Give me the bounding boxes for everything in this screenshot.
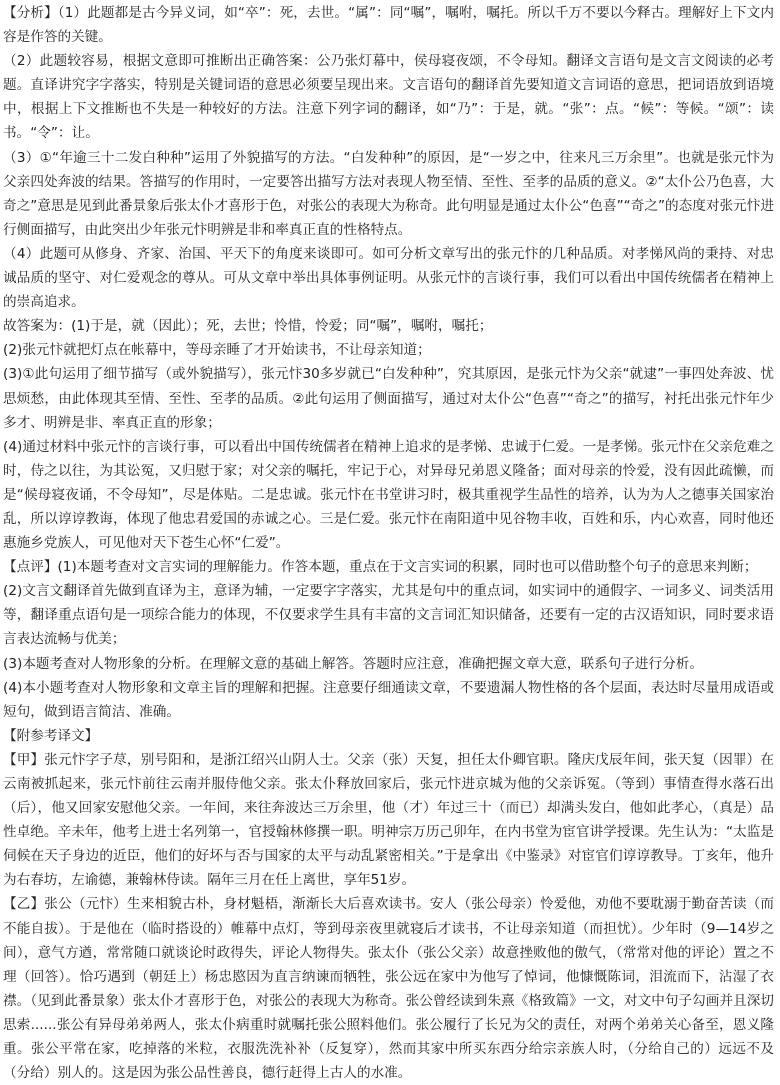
answer-q3: (3)①此句运用了细节描写（或外貌描写），张元忭30多岁就已“白发种种”，究其原因，是张元忭为父亲“就逮”一事四处奔波、忧思烦愁，由此体现其至情、至性、至孝的品质。②此句运用了侧面描写，通过对太仆公“色喜”“奇之”的描写，衬托出张元忭年少多才、明辨是非、率真正直的形象； (3, 366, 774, 431)
translation-heading: 【附参考译文】 (3, 727, 99, 744)
comment-q3: (3)本题考查对人物形象的分析。在理解文意的基础上解答。答题时应注意，准确把握文章大意，联系句子进行分析。 (3, 655, 703, 672)
answer-q1: 故答案为：(1)于是，就（因此）；死，去世；怜惜，怜爱；同“嘱”，嘱咐，嘱托； (3, 318, 493, 335)
analysis-q4: （4）此题可从修身、齐家、治国、平天下的角度来谈即可。如可分析文章写出的张元忭的几种品质。对孝悌风尚的秉持、对忠诚品质的坚守、对仁爱观念的尊从。可从文章中举出具体事例证明。从张元忭的言谈行事，我们可以看出中国传统儒者在精神上的崇高追求。 (3, 245, 774, 311)
analysis-q3: （3）①“年逾三十二发白种种”运用了外貌描写的方法。“白发种种”的原因，是“一岁之中，往来凡三万余里”。也就是张元忭为父亲四处奔波的结果。答描写的作用时，一定要答出描写方法对表现人物至情、至性、至孝的品质的意义。②“太仆公乃色喜，大奇之”意思是见到此番景象后张太仆才喜形于色，对张公的表现大为称奇。此句明显是通过太仆公“色喜”“奇之”的态度对张元忭进行侧面描写，由此突出少年张元忭明辨是非和率真正直的性格特点。 (3, 149, 774, 238)
analysis-q1: 【分析】（1）此题都是古今异义词，如“卒”：死，去世。“属”：同“嘱”，嘱咐，嘱托。所以千万不要以今释古。理解好上下文内容是作答的关键。 (3, 5, 774, 46)
comment-q2: (2)文言文翻译首先做到直译为主，意译为辅，一定要字字落实，尤其是句中的重点词，如实词中的通假字、一词多义、词类活用等，翻译重点语句是一项综合能力的体现，不仅要求学生具有丰富的文言词汇知识储备，还要有一定的古汉语知识，同时要求语言表达流畅与优美； (3, 583, 774, 648)
answer-q2: (2)张元忭就把灯点在帐幕中，等母亲睡了才开始读书，不让母亲知道； (3, 342, 431, 359)
translation-part-b: 【乙】张公（元忭）生来相貌古朴，身材魁梧，渐渐长大后喜欢读书。安人（张公母亲）怜爱他，劝他不要耽溺于勤奋苦读（而不能自拔）。于是他在（临时搭设的）帷幕中点灯，等到母亲夜里就寝后才读书，不让母亲知道（而担忧）。少年时（9—14岁之间），意气方遒，常常随口就谈论时政得失，评论人物得失。张太仆（张公父亲）故意挫败他的傲气，（常常对他的评论）置之不理（回答）。恰巧遇到（朝廷上）杨忠愍因为直言纳谏而牺牲，张公远在家中为他写了悼词，他慷慨陈词，泪流而下，沾湿了衣襟。（见到此番景象）张太仆才喜形于色，对张公的表现大为称奇。张公曾经读到朱熹《格致篇》一文，对文中句子勾画并且深切思索......张公有异母弟弟两人，张太仆病重时就嘱托张公照料他们。张公履行了长兄为父的责任，对两个弟弟关心备至，恩义隆重。张公平常在家，吃掉落的米粒，衣服洗洗补补（反复穿），然而其家中所买东西分给宗亲族人时，（分给自己的）远远不及（分给）别人的。这是因为张公品性善良，德行赶得上古人的水准。 (3, 896, 774, 1082)
translation-part-a: 【甲】张元忭字子荩，别号阳和，是浙江绍兴山阴人士。父亲（张）天复，担任太仆卿官职。隆庆戊辰年间，张天复（因罪）在云南被抓起来，张元忭前往云南并服侍他父亲。张太仆释放回家后，张元忭进京城为他的父亲诉冤。（等到）事情查得水落石出（后），他又回家安慰他父亲。一年间，来往奔波达三万余里，他（才）年过三十（而已）却满头发白，他如此孝心，（真是）品性卓绝。辛未年，他考上进士名列第一，官授翰林修撰一职。明神宗万历己卯年，在内书堂为宦官讲学授课。先生认为：“太监是伺候在天子身边的近臣，他们的好坏与否与国家的太平与动乱紧密相关。”于是拿出《中鉴录》对宦官们谆谆教导。丁亥年，他升为右春坊，左谕德，兼翰林侍读。隔年三月在任上离世，享年51岁。 (3, 751, 774, 889)
analysis-q2: （2）此题较容易，根据文意即可推断出正确答案：公乃张灯幕中，侯母寝夜颂，不令母知。翻译文言语句是文言文阅读的必考题。直译讲究字字落实，特别是关键词语的意思必须要呈现出来。文言语句的翻译首先要知道文言词语的意思，把词语放到语境中，根据上下文推断也不失是一种较好的方法。注意下列字词的翻译，如“乃”：于是，就。“张”：点。“候”：等候。“颂”：读书。“令”：让。 (3, 53, 774, 142)
answer-q4: (4)通过材料中张元忭的言谈行事，可以看出中国传统儒者在精神上追求的是孝悌、忠诚于仁爱。一是孝悌。张元忭在父亲危难之时，侍之以往，为其讼冤，又归慰于家；对父亲的嘱托，牢记于心，对异母兄弟恩义隆备；面对母亲的怜爱，没有因此疏懒，而是“候母寝夜诵，不令母知”，尽是体贴。二是忠诚。张元忭在书堂讲习时，极其重视学生品性的培养，认为为人之德事关国家治乱，所以谆谆教诲，体现了他忠君爱国的赤诚之心。三是仁爱。张元忭在南阳道中见谷物丰收，百姓和乐，内心欢喜，同时他还惠施乡党族人，可见他对天下苍生心怀“仁爱”。 (3, 438, 774, 552)
comment-q1: 【点评】(1)本题考查对文言实词的理解能力。作答本题，重点在于文言实词的积累，同时也可以借助整个句子的意思来判断； (3, 559, 758, 576)
comment-q4: (4)本小题考查对人物形象和文章主旨的理解和把握。注意要仔细通读文章，不要遗漏人物性格的各个层面，表达时尽量用成语或短句，做到语言简洁、准确。 (3, 679, 774, 720)
